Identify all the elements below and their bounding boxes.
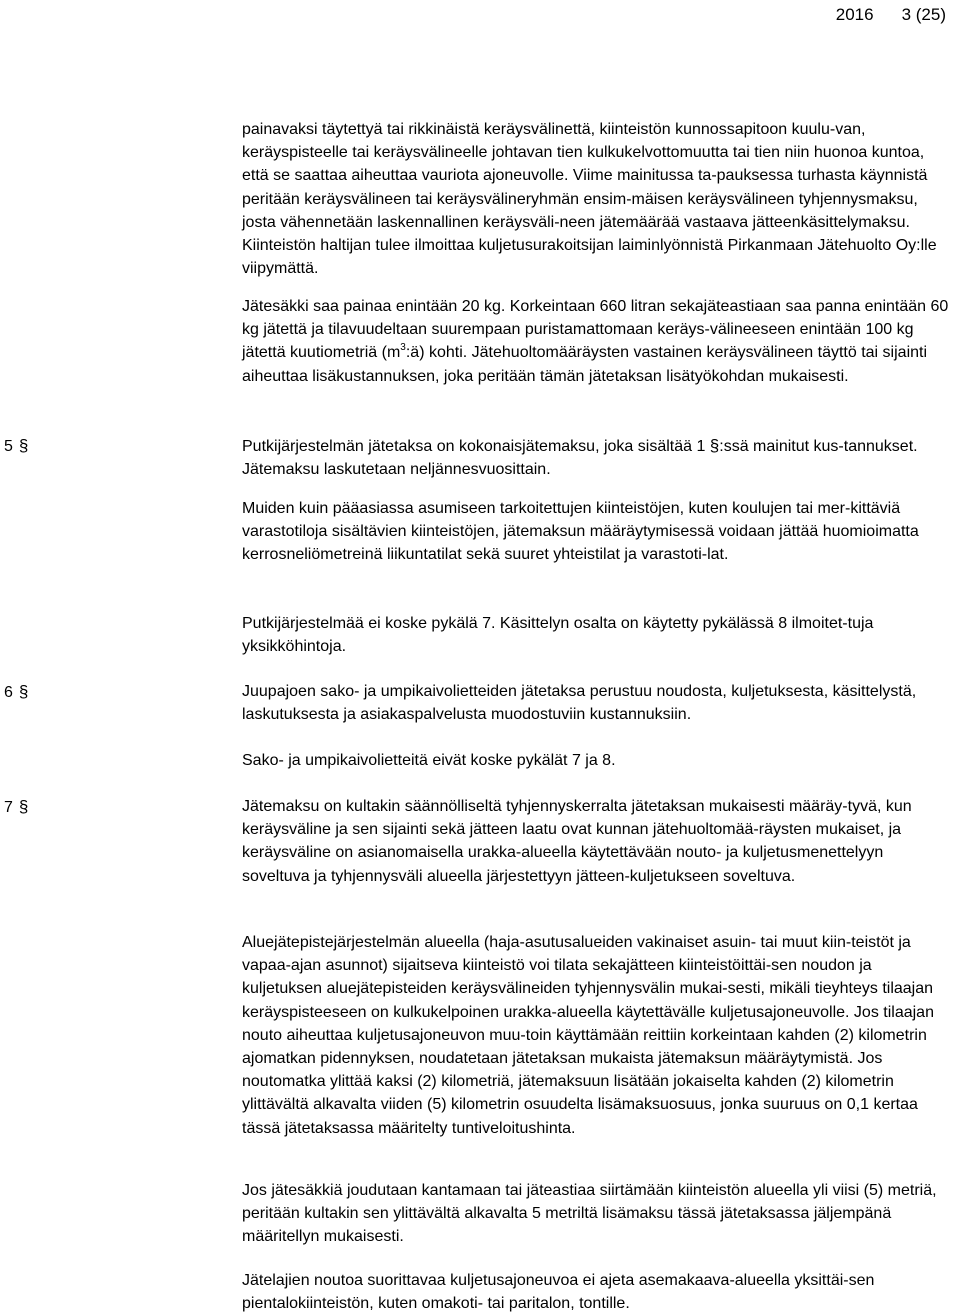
section-marker-5 bbox=[4, 434, 28, 458]
paragraph-text bbox=[242, 434, 954, 481]
section-marker-7 bbox=[4, 795, 28, 819]
paragraph-text: Juupajoen sako- ja umpikaivolietteiden jätetaksa perustuu noudosta, kuljetuksesta, käsittelystä, laskutuksesta ja asiakaspalvelusta muodostuviin kustannuksiin. bbox=[242, 683, 917, 724]
paragraph-text: Putkijärjestelmää ei koske pykälä 7. Käsittelyn osalta on käytetty pykälässä 8 ilmoitet-tuja yksikköhintoja. bbox=[242, 615, 874, 656]
paragraph-text: Aluejätepistejärjestelmän alueella (haja-asutusalueiden vakinaiset asuin- tai muut kiin-teistöt ja vapaa-ajan asunnot) sijaitseva kiinteistö voi tilata sekajätteen kiinteistöittäi-sen noudon ja kuljetuksen aluejätepisteiden keräysvälineiden tyhjennysvälin mukai-sesti, mikäli tieyhteys tilaajan keräyspisteeseen on kulkukelpoinen urakka-alueella käytettävälle kuljetusajoneuvolle. Jos tilaajan nouto aiheuttaa kuljetusajoneuvon muu-toin käyttämään reittiin korkeintaan kahden (2) kilometrin ajomatkan pidennyksen, noudatetaan jätetaksan mukaista jätemaksun määräytymistä. Jos noutomatka ylittää kaksi (2) kilometriä, jätemaksuun lisätään jokaiselta kahden (2) kilometrin ylittävältä alkavalta viiden (5) kilometrin osuudelta lisämaksuosuus, jonka suuruus on 0,1 kertaa tässä jätetaksassa määritelty tuntiveloitushinta. bbox=[242, 934, 934, 1137]
paragraph-text-part: :ssä mainitut kus-tannukset. Jätemaksu laskutetaan neljännesvuosittain. bbox=[242, 438, 918, 479]
paragraph-text-part: Jätesäkki saa painaa enintään 20 kg. Korkeintaan 660 litran sekajäteastiaan saa panna enintään 60 kg jätettä ja tilavuudeltaan suurempaan puristamattomaan keräys-välineeseen enintään 100 kg jätettä kuutiometriä (m bbox=[242, 298, 949, 362]
paragraph-text bbox=[242, 295, 954, 388]
paragraph bbox=[242, 497, 954, 567]
paragraph bbox=[242, 680, 954, 726]
paragraph-text: Sako- ja umpikaivolietteitä eivät koske pykälät 7 ja 8. bbox=[242, 752, 616, 769]
paragraph bbox=[242, 612, 954, 658]
section-number: 6 bbox=[4, 684, 13, 701]
paragraph-text: Jos jätesäkkiä joudutaan kantamaan tai jäteastiaa siirtämään kiinteistön alueella yli viisi (5) metriä, peritään kultakin sen ylittävältä alkavalta 5 metriltä lisämaksu tässä jätetaksassa jäljempänä määritellyn mukaisesti. bbox=[242, 1182, 937, 1246]
section-number: 7 bbox=[4, 799, 13, 816]
header-year: 2016 bbox=[835, 5, 874, 24]
section-sign: § bbox=[709, 436, 720, 455]
section-marker-6 bbox=[4, 680, 28, 704]
page-header bbox=[836, 4, 946, 26]
paragraph bbox=[242, 795, 954, 888]
paragraph-text: Muiden kuin pääasiassa asumiseen tarkoitettujen kiinteistöjen, kuten koulujen tai mer-kittäviä varastotiloja sisältävien kiinteistöjen, jätemaksun määräytymisessä voidaan jättää huomioimatta kerrosneliömetreinä liikuntatilat sekä suuret yhteistilat ja varastoti-lat. bbox=[242, 500, 919, 564]
paragraph-text-part: Putkijärjestelmän jätetaksa on kokonaisjätemaksu, joka sisältää 1 bbox=[242, 438, 710, 455]
paragraph bbox=[242, 1179, 954, 1249]
paragraph-text: Jätelajien noutoa suorittavaa kuljetusajoneuvoa ei ajeta asemakaava-alueella yksittäi-sen pientalokiinteistön, kuten omakoti- tai paritalon, tontille. bbox=[242, 1272, 875, 1313]
section-number: 5 bbox=[4, 438, 13, 455]
section-sign: § bbox=[18, 682, 29, 701]
section-sign: § bbox=[18, 797, 29, 816]
header-page-number: 3 (25) bbox=[901, 5, 946, 24]
paragraph-text: Jätemaksu on kultakin säännölliseltä tyhjennyskerralta jätetaksan mukaisesti määräy-tyvä, kun keräysväline ja sen sijainti sekä jätteen laatu ovat kunnan jätehuoltomää-räysten mukaiset, ja keräysväline on asianomaisella urakka-alueella käytettävään nouto- ja kuljetusmenettelyyn soveltuva ja tyhjennysväli alueella järjestettyyn jätteen-kuljetukseen soveltuva. bbox=[242, 798, 912, 885]
paragraph bbox=[242, 118, 954, 280]
section-sign: § bbox=[18, 436, 29, 455]
paragraph bbox=[242, 295, 954, 388]
paragraph-text-part: :ä) kohti. Jätehuoltomääräysten vastainen keräysvälineen täyttö tai sijainti aiheuttaa lisäkustannuksen, joka peritään tämän jätetaksan lisätyökohdan mukaisesti. bbox=[242, 344, 928, 385]
paragraph bbox=[242, 931, 954, 1140]
paragraph bbox=[242, 749, 954, 772]
paragraph bbox=[242, 1269, 954, 1315]
paragraph bbox=[242, 434, 954, 481]
superscript: 3 bbox=[400, 342, 406, 354]
paragraph-text: painavaksi täytettyä tai rikkinäistä keräysvälinettä, kiinteistön kunnossapitoon kuulu-van, keräyspisteelle tai keräysvälineelle johtavan tien kulkukelvottomuutta tai tien niin huonoa kuntoa, että se saattaa aiheuttaa vauriota ajoneuvolle. Viime mainitussa ta-pauksessa turhasta käynnistä peritään keräysvälineen tai keräysvälineryhmän ensim-mäisen keräysvälineen tyhjennysmaksu, josta vähennetään laskennallinen keräysväli-neen jätemäärää vastaava jätteenkäsittelymaksu. Kiinteistön haltijan tulee ilmoittaa kuljetusurakoitsijan laiminlyönnistä Pirkanmaan Jätehuolto Oy:lle viipymättä. bbox=[242, 121, 937, 278]
